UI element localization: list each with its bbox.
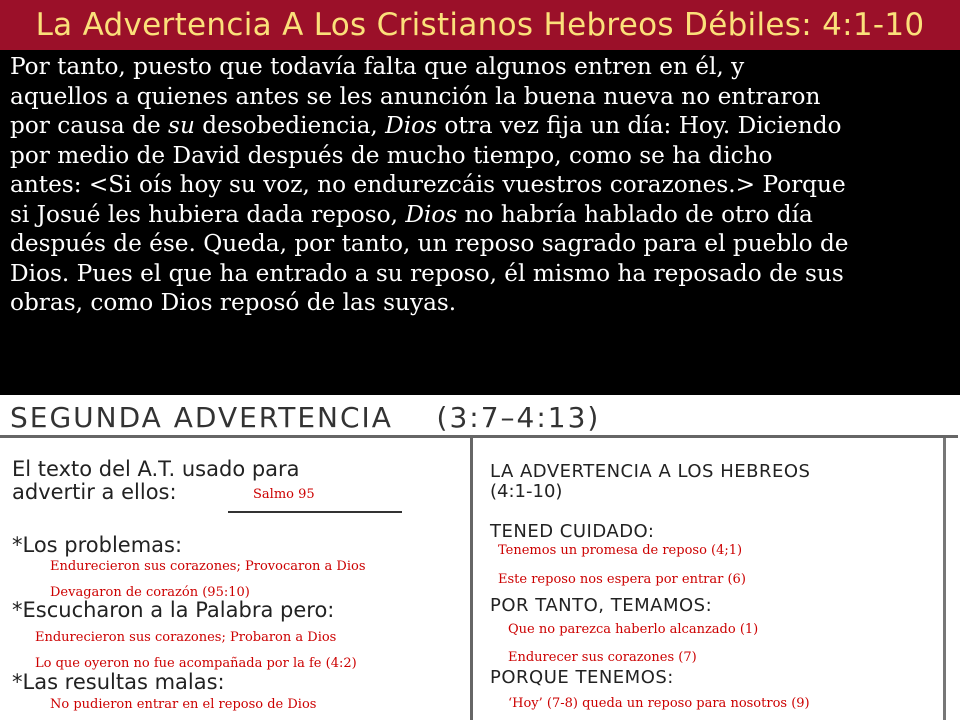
passage-text: desobediencia, <box>194 112 386 139</box>
title-bar <box>0 0 960 50</box>
passage-line: por medio de David después de mucho tiempo, como se ha dicho <box>10 141 773 169</box>
right-heading: LA ADVERTENCIA A LOS HEBREOS <box>490 461 811 482</box>
right-heading-ref: (4:1-10) <box>490 481 563 502</box>
passage-italic: Dios <box>405 200 458 228</box>
passage-italic: Dios <box>385 112 438 139</box>
answer-take-care-2: Este reposo nos espera por entrar (6) <box>498 572 746 587</box>
answer-blank <box>228 511 402 513</box>
scripture-passage <box>10 52 955 318</box>
passage-line: después de ése. Queda, por tanto, un reposo sagrado para el pueblo de <box>10 230 849 257</box>
handout-heading: SEGUNDA ADVERTENCIA (3:7–4:13) <box>10 401 601 434</box>
question-heard-word: *Escucharon a la Palabra pero: <box>12 598 335 622</box>
answer-bad-results: No pudieron entrar en el reposo de Dios <box>50 697 317 712</box>
heading-let-us-fear: POR TANTO, TEMAMOS: <box>490 595 713 616</box>
right-border <box>943 438 946 720</box>
question-problems: *Los problemas: <box>12 533 183 557</box>
answer-fear-1: Que no parezca haberlo alcanzado (1) <box>508 622 759 637</box>
question-bad-results: *Las resultas malas: <box>12 670 225 694</box>
heading-take-care: TENED CUIDADO: <box>490 521 655 542</box>
slide-title: La Advertencia A Los Cristianos Hebreos Débiles: 4:1-10 <box>35 7 925 43</box>
heading-because-we-have: PORQUE TENEMOS: <box>490 667 674 688</box>
answer-fear-2: Endurecer sus corazones (7) <box>508 650 697 665</box>
answer-take-care-1: Tenemos un promesa de reposo (4;1) <box>498 543 743 558</box>
passage-line <box>10 111 955 141</box>
passage-text: no habría hablado de otro día <box>457 200 813 228</box>
passage-line: Por tanto, puesto que todavía falta que algunos entren en él, y <box>10 53 745 80</box>
passage-line: Dios. Pues el que ha entrado a su reposo, él mismo ha reposado de sus <box>10 259 844 287</box>
passage-text: si Josué les hubiera dada reposo, <box>10 200 406 228</box>
passage-text: por causa de <box>10 112 169 139</box>
passage-italic: su <box>168 112 195 139</box>
worksheet-handout <box>0 395 960 720</box>
question-ot-text-2: advertir a ellos: <box>12 480 177 504</box>
passage-line: obras, como Dios reposó de las suyas. <box>10 289 457 316</box>
question-ot-text: El texto del A.T. usado para <box>12 457 300 481</box>
answer-heard-2: Lo que oyeron no fue acompañada por la fe (4:2) <box>35 656 357 671</box>
answer-heard-1: Endurecieron sus corazones; Probaron a Dios <box>35 630 337 645</box>
column-divider <box>470 438 473 720</box>
passage-line <box>10 200 955 230</box>
answer-salmo: Salmo 95 <box>253 487 315 502</box>
answer-problems-1: Endurecieron sus corazones; Provocaron a Dios <box>50 559 366 574</box>
passage-line: antes: <Si oís hoy su voz, no endurezcáis vuestros corazones.> Porque <box>10 171 846 198</box>
answer-because: ‘Hoy’ (7-8) queda un reposo para nosotros (9) <box>508 696 810 711</box>
passage-line: aquellos a quienes antes se les anunción la buena nueva no entraron <box>10 82 821 110</box>
answer-problems-2: Devagaron de corazón (95:10) <box>50 585 250 600</box>
divider <box>0 435 958 438</box>
passage-text: otra vez fija un día: Hoy. Diciendo <box>437 112 842 139</box>
